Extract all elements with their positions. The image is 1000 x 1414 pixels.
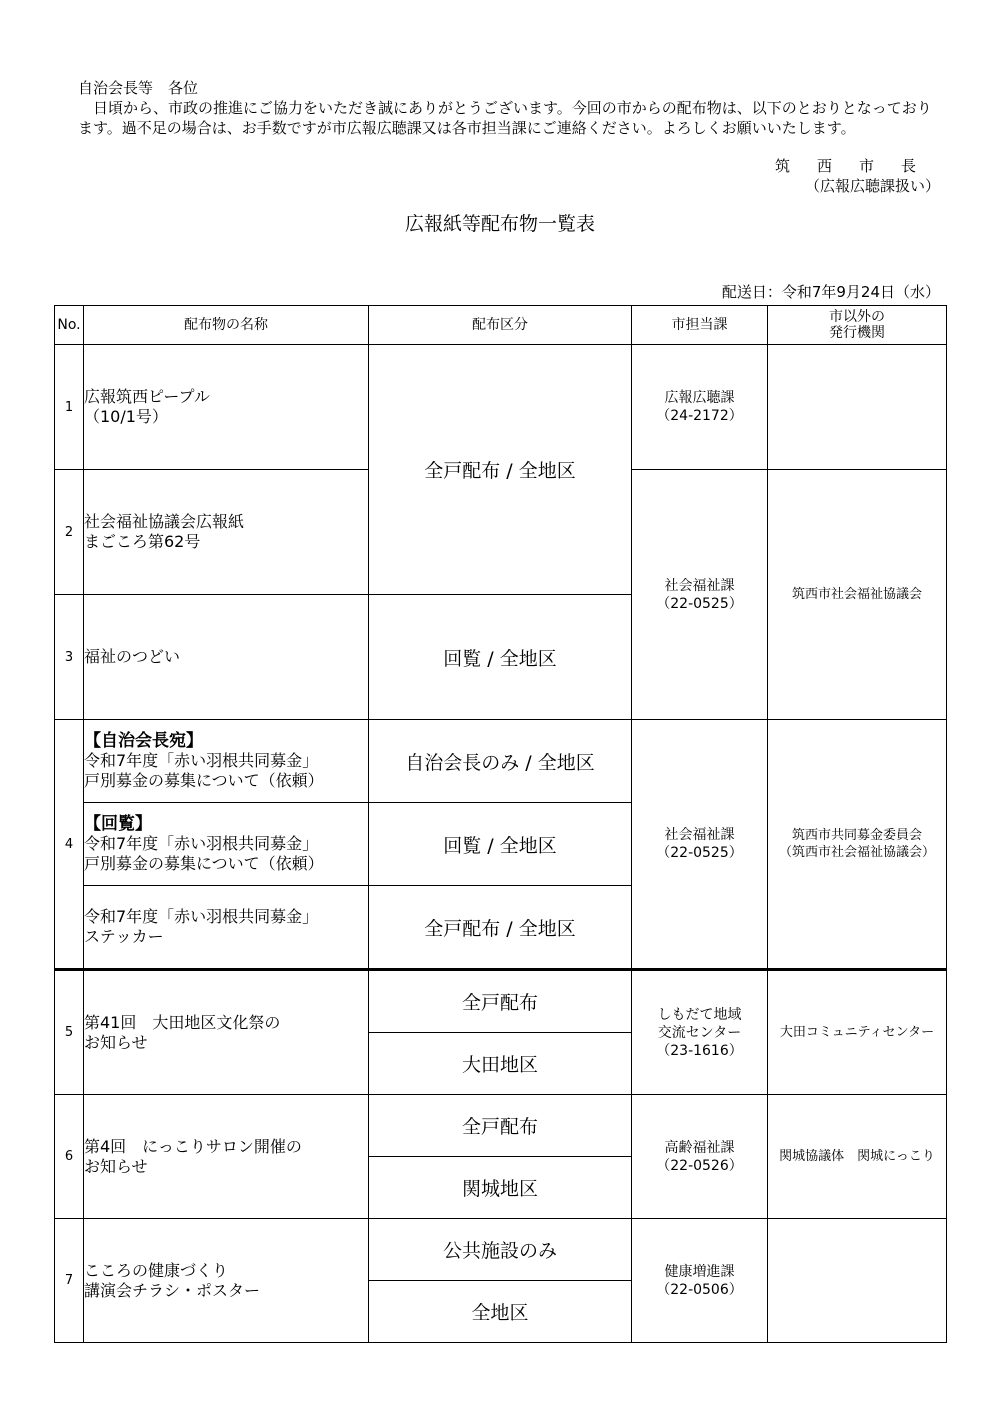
dept-line: （22-0525）: [656, 595, 743, 612]
row-division: 全戸配布: [369, 1095, 632, 1157]
row-dept: [632, 720, 768, 970]
name-line: ステッカー: [84, 927, 164, 946]
row-org: 大田コミュニティセンター: [768, 970, 947, 1095]
row-name: [84, 1095, 369, 1219]
row-no: 4: [55, 720, 84, 970]
row-division: 大田地区: [369, 1033, 632, 1095]
sender-note: （広報広聴課扱い）: [804, 177, 940, 195]
table-row: [55, 720, 947, 803]
row-dept: [632, 1219, 768, 1343]
dept-line: 社会福祉課: [664, 827, 735, 843]
addressee: 自治会長等 各位: [78, 79, 199, 97]
dept-line: しもだて地域: [657, 1006, 742, 1023]
dept-line: （23-1616）: [656, 1042, 743, 1059]
row-name: [84, 1219, 369, 1343]
name-line: 戸別募金の募集について（依頼）: [84, 771, 324, 790]
name-heading: 【自治会長宛】: [84, 731, 203, 751]
row-dept: [632, 1095, 768, 1219]
row-division: 公共施設のみ: [369, 1219, 632, 1281]
row-division: 全戸配布 / 全地区: [369, 345, 632, 595]
org-line: 筑西市共同募金委員会: [791, 828, 922, 843]
dept-line: （22-0525）: [656, 845, 743, 861]
row-org: [768, 345, 947, 470]
distribution-table: [54, 305, 947, 1343]
name-line: 社会福祉協議会広報紙: [84, 512, 245, 531]
dept-line: （22-0526）: [656, 1157, 743, 1174]
dept-line: 健康増進課: [664, 1263, 735, 1280]
name-line: こころの健康づくり: [84, 1260, 229, 1280]
dept-line: 高齢福祉課: [664, 1139, 735, 1156]
row-division: 全戸配布: [369, 970, 632, 1033]
row-org: 関城協議体 関城にっこり: [768, 1095, 947, 1219]
row-name: [84, 886, 369, 970]
row-division: 全戸配布 / 全地区: [369, 886, 632, 970]
name-line: 戸別募金の募集について（依頼）: [84, 854, 324, 873]
name-line: 広報筑西ピープル: [84, 387, 210, 406]
row-name: [84, 595, 369, 720]
header-org-line2: 発行機関: [829, 325, 885, 341]
name-line: 令和7年度「赤い羽根共同募金」: [84, 907, 319, 926]
table-row: [55, 1219, 947, 1281]
name-line: 第41回 大田地区文化祭の: [84, 1012, 281, 1032]
row-division: 全地区: [369, 1281, 632, 1343]
row-no: 6: [55, 1095, 84, 1219]
row-org: [768, 1219, 947, 1343]
header-org: [768, 306, 947, 345]
org-line: （筑西市社会福祉協議会）: [778, 845, 935, 860]
row-name: [84, 345, 369, 470]
row-no: 1: [55, 345, 84, 470]
row-dept: [632, 470, 768, 720]
row-no: 5: [55, 970, 84, 1095]
header-no: No.: [55, 306, 84, 345]
row-division: 関城地区: [369, 1157, 632, 1219]
name-line: まごころ第62号: [84, 532, 201, 551]
name-line: お知らせ: [84, 1032, 148, 1052]
dept-line: （24-2172）: [656, 408, 743, 424]
name-heading: 【回覧】: [84, 814, 152, 834]
row-name: [84, 470, 369, 595]
table-row: [55, 970, 947, 1033]
dept-line: 交流センター: [657, 1024, 742, 1041]
name-line: お知らせ: [84, 1156, 148, 1176]
name-line: 福祉のつどい: [84, 647, 181, 666]
header-division: 配布区分: [369, 306, 632, 345]
name-line: 第4回 にっこりサロン開催の: [84, 1136, 302, 1156]
sender: 筑 西 市 長: [774, 157, 922, 175]
row-no: 3: [55, 595, 84, 720]
dept-line: 社会福祉課: [664, 577, 735, 594]
greeting-paragraph: 日頃から、市政の推進にご協力をいただき誠にありがとうございます。今回の市からの配布物は、以下のとおりとなっております。過不足の場合は、お手数ですが市広報広聴課又は各市担当課にご連絡ください。よろしくお願いいたします。: [78, 99, 932, 137]
signature: [775, 156, 940, 196]
row-name: [84, 720, 369, 803]
row-org: 筑西市社会福祉協議会: [768, 470, 947, 720]
table-row: [55, 345, 947, 470]
row-dept: [632, 970, 768, 1095]
dept-line: （22-0506）: [656, 1281, 743, 1298]
dept-line: 広報広聴課: [664, 390, 735, 406]
table-header-row: [55, 306, 947, 345]
row-no: 2: [55, 470, 84, 595]
page-title: 広報紙等配布物一覧表: [404, 213, 595, 235]
row-dept: [632, 345, 768, 470]
name-line: 講演会チラシ・ポスター: [84, 1280, 261, 1300]
row-division: 回覧 / 全地区: [369, 803, 632, 886]
row-no: 7: [55, 1219, 84, 1343]
row-division: 回覧 / 全地区: [369, 595, 632, 720]
row-org: [768, 720, 947, 970]
name-line: 令和7年度「赤い羽根共同募金」: [84, 751, 319, 770]
name-line: （10/1号）: [84, 407, 168, 426]
name-line: 令和7年度「赤い羽根共同募金」: [84, 834, 319, 853]
row-name: [84, 970, 369, 1095]
row-division: 自治会長のみ / 全地区: [369, 720, 632, 803]
table-row: [55, 1095, 947, 1157]
header-name: 配布物の名称: [84, 306, 369, 345]
header-org-line1: 市以外の: [829, 309, 885, 325]
delivery-date: 配送日：令和7年9月24日（水）: [721, 283, 940, 301]
row-name: [84, 803, 369, 886]
header-dept: 市担当課: [632, 306, 768, 345]
